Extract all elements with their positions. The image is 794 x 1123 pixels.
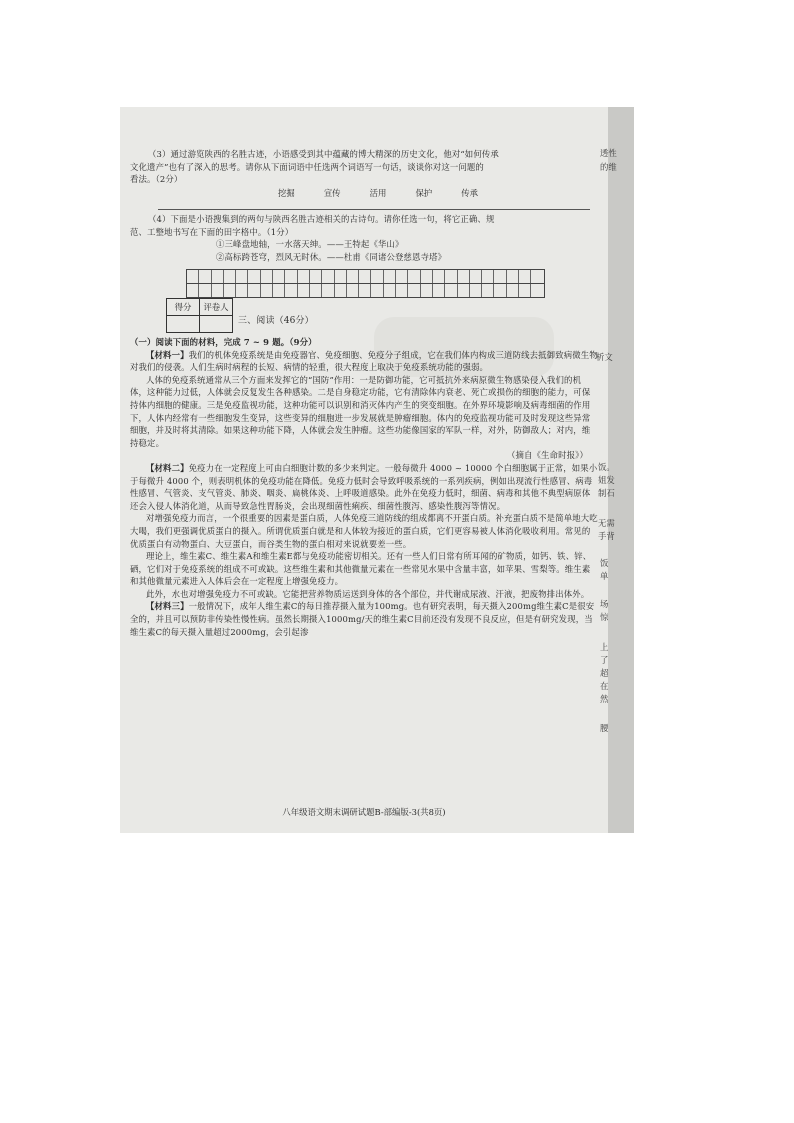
grid-cell[interactable]	[507, 284, 519, 297]
grid-cell[interactable]	[261, 270, 273, 283]
grid-cell[interactable]	[285, 284, 297, 297]
score-header: 得分	[167, 299, 200, 316]
edge-text: 然	[600, 694, 609, 704]
grid-cell[interactable]	[445, 270, 457, 283]
word-option: 保护	[415, 188, 433, 198]
poem-line-1: ①三峰盘地轴，一水落天绅。——王特起《华山》	[216, 239, 404, 250]
edge-text: 无需	[598, 518, 615, 528]
grid-cell[interactable]	[531, 284, 543, 297]
grader-cell[interactable]	[200, 316, 233, 333]
grid-cell[interactable]	[273, 270, 285, 283]
grid-cell[interactable]	[507, 270, 519, 283]
word-options	[278, 187, 478, 199]
grid-cell[interactable]	[224, 284, 236, 297]
grid-cell[interactable]	[347, 284, 359, 297]
grid-cell[interactable]	[212, 284, 224, 297]
material-1-p2: 人体的免疫系统通常从三个方面来发挥它的“国防”作用：一是防御功能，它可抵抗外来病原微生物感染侵入我们的机体，这种能力过低，人体就会反复发生各种感染。二是自身稳定功能，它有清除体内衰老、死亡或损伤的细胞的能力，可保持体内细胞的健康。三是免疫监视功能，这种功能可以识别和消灭体内产生的突变细胞。在外界环境影响及病毒细菌的作用下，人体内经常有一些细胞发生变异，这些变异的细胞进一步发展就是肿瘤细胞。体内的免疫监视功能可及时发现这些异常细胞，并及时将其清除。如果这种功能下降，人体就会发生肿瘤。这些功能像国家的军队一样，对外，防御敌人；对内，维持稳定。	[130, 374, 591, 448]
word-option: 活用	[369, 188, 387, 198]
grid-cell[interactable]	[310, 284, 322, 297]
grid-cell[interactable]	[458, 270, 470, 283]
material-2-mark: 【材料二】	[146, 462, 189, 473]
score-cell[interactable]	[167, 316, 200, 333]
q4-line-1: （4）下面是小语搜集到的两句与陕西名胜古迹相关的古诗句。请你任选一句，将它正确、规	[148, 214, 495, 224]
word-option: 传承	[461, 188, 478, 198]
grid-cell[interactable]	[519, 284, 531, 297]
grid-cell[interactable]	[470, 284, 482, 297]
edge-text: 饭	[600, 558, 609, 568]
q4-line-2: 范、工整地书写在下面的田字格中。（1分）	[130, 226, 294, 237]
grid-cell[interactable]	[371, 284, 383, 297]
material-1-mark: 【材料一】	[146, 349, 189, 360]
grid-cell[interactable]	[347, 270, 359, 283]
material-2-p2: 对增强免疫力而言，一个很重要的因素是蛋白质，人体免疫三道防线的组成都离不开蛋白质。补充蛋白质不是简单地大吃大喝，我们更强调优质蛋白的摄入。所谓优质蛋白就是和人体较为接近的蛋白质，它们更容易被人体消化吸收利用。常见的优质蛋白有动物蛋白、大豆蛋白，而谷类生物的蛋白相对来说就要差一些。	[130, 513, 598, 549]
grid-cell[interactable]	[248, 284, 260, 297]
grid-cell[interactable]	[310, 270, 322, 283]
page-footer: 八年级语文期末调研试题B-部编版-3(共8页)	[282, 807, 446, 817]
edge-text: 析文	[596, 352, 613, 362]
grid-cell[interactable]	[519, 270, 531, 283]
edge-text: 单	[600, 571, 609, 581]
edge-text: 透性	[600, 148, 617, 158]
grid-cell[interactable]	[248, 270, 260, 283]
material-3-p1-text: 一般情况下，成年人维生素C的每日推荐摄入量为100mg。也有研究表明，每天摄入200mg维生素C是很安全的，并且可以预防非传染性慢性病。虽然长期摄入1000mg/天的维生素C目前还没有发现不良反应，但是有研究发现，当维生素C的每天摄入量超过2000mg，会引起渗	[130, 601, 595, 637]
grader-header: 评卷人	[200, 299, 233, 316]
poem-line-2: ②高标跨苍穹，烈风无时休。——杜甫《同诸公登慈恩寺塔》	[216, 251, 447, 262]
grid-cell[interactable]	[335, 284, 347, 297]
grid-cell[interactable]	[298, 284, 310, 297]
edge-text: 超	[600, 668, 609, 678]
grid-cell[interactable]	[396, 270, 408, 283]
grid-cell[interactable]	[421, 284, 433, 297]
grid-cell[interactable]	[384, 284, 396, 297]
q3-line-3: 看法。（2分）	[130, 174, 183, 185]
q3-line-1: （3）通过游览陕西的名胜古迹，小语感受到其中蕴藏的博大精深的历史文化，他对“如何传承	[148, 149, 499, 159]
score-table	[166, 298, 233, 333]
section-title: 三、阅读（46分）	[238, 316, 314, 326]
grid-cell[interactable]	[261, 284, 273, 297]
grid-cell[interactable]	[322, 284, 334, 297]
edge-text: 的维	[600, 162, 617, 172]
material-3-p1	[130, 600, 598, 638]
edge-text: 饭。	[598, 462, 615, 472]
exam-sheet	[120, 107, 608, 833]
material-2-p1-text: 免疫力在一定程度上可由白细胞计数的多少来判定。一般每微升 4000 ~ 10000 个白细胞属于正常，如果小于每微升 4000 个，则表明机体的免疫功能在降低。免疫力低时会导致呼吸系统的一系列疾病，例如出现流行性感冒、病毒性感冒、气管炎、支气管炎、肺炎、咽炎、扁桃体炎、上呼吸道感染。此外在免疫力低时，细菌、病毒和其他不典型病原体还会入侵人体消化道，从而导致急性胃肠炎，会出现细菌性痢疾、细菌性腹泻、感染性腹泻等情况。	[130, 462, 598, 511]
grid-cell[interactable]	[494, 284, 506, 297]
grid-cell[interactable]	[335, 270, 347, 283]
grid-cell[interactable]	[384, 270, 396, 283]
grid-cell[interactable]	[224, 270, 236, 283]
material-2-p3: 理论上，维生素C、维生素A和维生素E都与免疫功能密切相关。还有一些人们日常有所耳闻的矿物质，如钙、铁、锌、硒，它们对于免疫系统的组成不可或缺。这些维生素和其他微量元素在一些常见水果中含量丰富，如苹果、雪梨等。维生素和其他微量元素进入人体后会在一定程度上增强免疫力。	[130, 551, 592, 587]
question-3	[130, 148, 598, 186]
grid-cell[interactable]	[396, 284, 408, 297]
grid-cell[interactable]	[359, 284, 371, 297]
grid-cell[interactable]	[199, 284, 211, 297]
word-option: 挖掘	[278, 188, 295, 198]
grid-cell[interactable]	[482, 270, 494, 283]
edge-text: 惊	[600, 612, 609, 622]
grid-cell[interactable]	[408, 270, 420, 283]
grid-cell[interactable]	[433, 284, 445, 297]
grid-cell[interactable]	[433, 270, 445, 283]
grid-cell[interactable]	[199, 270, 211, 283]
writing-grid-row-1[interactable]	[186, 269, 545, 284]
part-one-instruction: （一）阅读下面的材料，完成 7 ~ 9 题。（9分）	[130, 337, 317, 347]
edge-text: 在	[600, 681, 609, 691]
edge-text: 手背	[598, 531, 615, 541]
grid-cell[interactable]	[212, 270, 224, 283]
material-1-p1	[130, 349, 598, 374]
grid-cell[interactable]	[445, 284, 457, 297]
grid-cell[interactable]	[236, 284, 248, 297]
grid-cell[interactable]	[482, 284, 494, 297]
material-2-p1	[130, 462, 598, 512]
material-1-p1-text: 我们的机体免疫系统是由免疫器官、免疫细胞、免疫分子组成，它在我们体内构成三道防线去抵御致病微生物对我们的侵袭。人们生病时病程的长短、病情的轻重，很大程度上取决于免疫系统功能的强弱。	[130, 349, 598, 373]
grid-cell[interactable]	[187, 284, 199, 297]
grid-cell[interactable]	[421, 270, 433, 283]
grid-cell[interactable]	[285, 270, 297, 283]
edge-text: 上	[600, 642, 609, 652]
writing-grid-row-2[interactable]	[186, 283, 545, 298]
scanned-photo	[120, 107, 634, 833]
reading-section	[130, 336, 598, 638]
grid-cell[interactable]	[458, 284, 470, 297]
grid-cell[interactable]	[236, 270, 248, 283]
grid-cell[interactable]	[470, 270, 482, 283]
answer-line[interactable]	[158, 209, 590, 210]
question-4	[130, 213, 598, 263]
edge-text: 制石	[598, 488, 615, 498]
q3-line-2: 文化遗产”也有了深入的思考。请你从下面词语中任选两个词语写一句话，谈谈你对这一问题的	[130, 161, 484, 172]
edge-text: 姐发	[598, 475, 615, 485]
material-3-mark: 【材料三】	[146, 601, 189, 612]
grid-cell[interactable]	[187, 270, 199, 283]
edge-text: 腰	[600, 723, 609, 733]
edge-text: 场	[600, 599, 609, 609]
next-page-edge	[596, 107, 634, 833]
edge-text: 了	[600, 655, 609, 665]
grid-cell[interactable]	[408, 284, 420, 297]
grid-cell[interactable]	[371, 270, 383, 283]
grid-cell[interactable]	[494, 270, 506, 283]
material-1-source: （摘自《生命时报》）	[506, 450, 588, 461]
grid-cell[interactable]	[531, 270, 543, 283]
grid-cell[interactable]	[359, 270, 371, 283]
grid-cell[interactable]	[273, 284, 285, 297]
grid-cell[interactable]	[322, 270, 334, 283]
word-option: 宣传	[323, 188, 341, 198]
material-2-p4: 此外，水也对增强免疫力不可或缺。它能把营养物质运送到身体的各个部位，并代谢成尿液、汗液，把废物排出体外。	[146, 588, 590, 599]
grid-cell[interactable]	[298, 270, 310, 283]
